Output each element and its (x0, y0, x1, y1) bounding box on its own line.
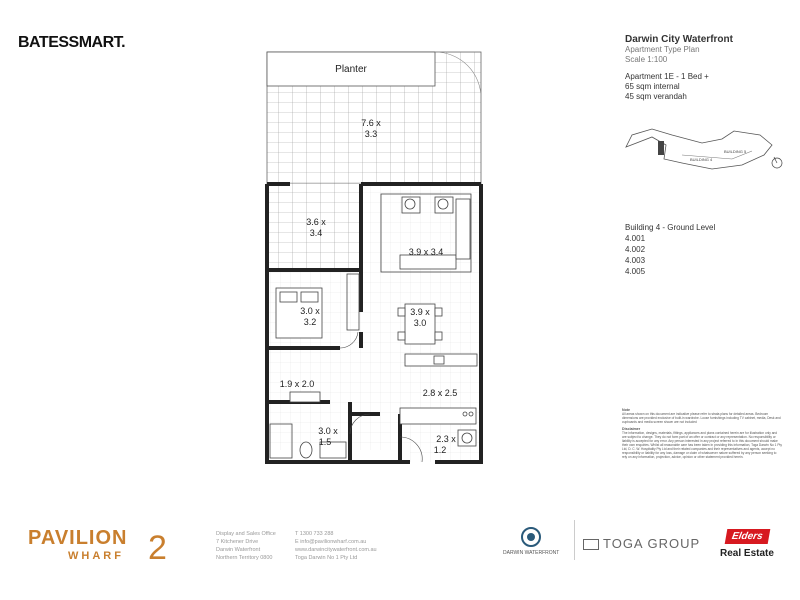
site-outline (626, 129, 772, 169)
living-label: 3.9 x 3.4 (408, 247, 444, 257)
pavilion-wharf-logo (28, 527, 167, 567)
terrace (267, 184, 361, 270)
contact-line: Display and Sales Office (216, 531, 276, 537)
contact-line: 7 Kitchener Drive (216, 539, 259, 545)
contact-line: www.darwincitywaterfront.com.au (295, 547, 377, 553)
footer-divider (574, 520, 575, 560)
unit-number: 4.005 (625, 267, 646, 276)
map-label-building-4: BUILDING 4 (690, 157, 713, 162)
toga-group-logo (583, 536, 700, 551)
contact-line: Toga Darwin No 1 Pty Ltd (295, 555, 358, 561)
apartment-info (625, 72, 709, 102)
unit-number: 4.001 (625, 234, 646, 243)
toga-wordmark: TOGA GROUP (603, 536, 701, 551)
planter-label: Planter (335, 64, 367, 75)
elders-wordmark: Elders (724, 529, 769, 544)
terrace-label-line1: 3.6 x (306, 217, 326, 227)
batessmart-logo: BATESSMART. (18, 34, 126, 51)
building-info (625, 222, 715, 277)
plan-type: Apartment Type Plan (625, 45, 700, 54)
pavilion-wordmark: PAVILION (28, 527, 128, 549)
apartment-name: Apartment 1E - 1 Bed + (625, 72, 709, 81)
laundry-label-line1: 2.3 x (436, 434, 456, 444)
verandah-label-line1: 7.6 x (361, 118, 381, 128)
wharf-wordmark: WHARF (68, 550, 124, 562)
laundry-label-line2: 1.2 (433, 445, 447, 455)
project-title: Darwin City Waterfront (625, 34, 733, 45)
darwin-waterfront-label: DARWIN WATERFRONT (503, 550, 560, 556)
bedroom-label-line1: 3.0 x (300, 306, 320, 316)
darwin-waterfront-icon (519, 526, 543, 548)
plan-scale: Scale 1:100 (625, 55, 668, 64)
note-text: All areas shown on this document are indicative please refer to strata plans for detailed areas. Bedroom dimensions are provided exclusive of built-in wardrobe. Loose furnishings including TV cabinet, media, Desk and cupboards and media screen shown are not included (622, 412, 781, 424)
toga-icon (583, 539, 599, 550)
contact-line: Northern Territory 0800 (216, 555, 273, 561)
dining-label-line1: 3.9 x (410, 307, 430, 317)
building-highlight (658, 141, 664, 155)
notes-block (622, 408, 782, 459)
study-desk (290, 392, 320, 402)
contact-line: T 1300 733 288 (295, 531, 334, 537)
bath-label-line1: 3.0 x (318, 426, 338, 436)
note-heading: Note (622, 408, 630, 412)
verandah-label-line2: 3.3 (364, 129, 378, 139)
wharf-number: 2 (148, 529, 167, 567)
unit-number: 4.002 (625, 245, 646, 254)
map-label-building-5: BUILDING 5 (724, 149, 747, 154)
bath-label-line2: 1.5 (318, 437, 332, 447)
dining-label-line2: 3.0 (413, 318, 427, 328)
real-estate-label: Real Estate (720, 548, 774, 559)
key-site-map (622, 125, 792, 185)
building-title: Building 4 - Ground Level (625, 223, 716, 232)
study-label: 1.9 x 2.0 (279, 379, 315, 389)
unit-number: 4.003 (625, 256, 646, 265)
apartment-internal-area: 65 sqm internal (625, 82, 680, 91)
darwin-waterfront-logo (503, 526, 559, 556)
bedroom-label-line2: 3.2 (303, 317, 317, 327)
disclaimer-text: The information, designs, materials, fittings, appliances and plans contained herein are for illustration only and are subject to change. They do not form part of an offer or contract or any representation. No responsibility or liability is accepted for any error. Any person interested in any project referred to in this document should make their own enquiries. Whilst all reasonable care has been taken in providing this information, Toga Darwin No 1 Pty Ltd, D. C. W. Hospitality Pty Ltd and their related companies and their representatives and agents, accept no responsibility or liability for any loss, damage or claim of whatsoever nature suffered by any person seeking to rely on any information, projection, advice, opinion or other statement provided herein. (622, 431, 782, 459)
sales-office-address (216, 530, 276, 562)
sales-office-contact (295, 530, 377, 562)
title-block (625, 34, 785, 65)
disclaimer-heading: Disclaimer (622, 427, 641, 431)
floor-plan (250, 42, 500, 472)
terrace-label-line2: 3.4 (309, 228, 323, 238)
apartment-verandah-area: 45 sqm verandah (625, 92, 687, 101)
contact-line: Darwin Waterfront (216, 547, 261, 553)
kitchen-label: 2.8 x 2.5 (422, 388, 458, 398)
elders-logo (720, 526, 774, 559)
contact-line: E info@pavilionwharf.com.au (295, 539, 367, 545)
